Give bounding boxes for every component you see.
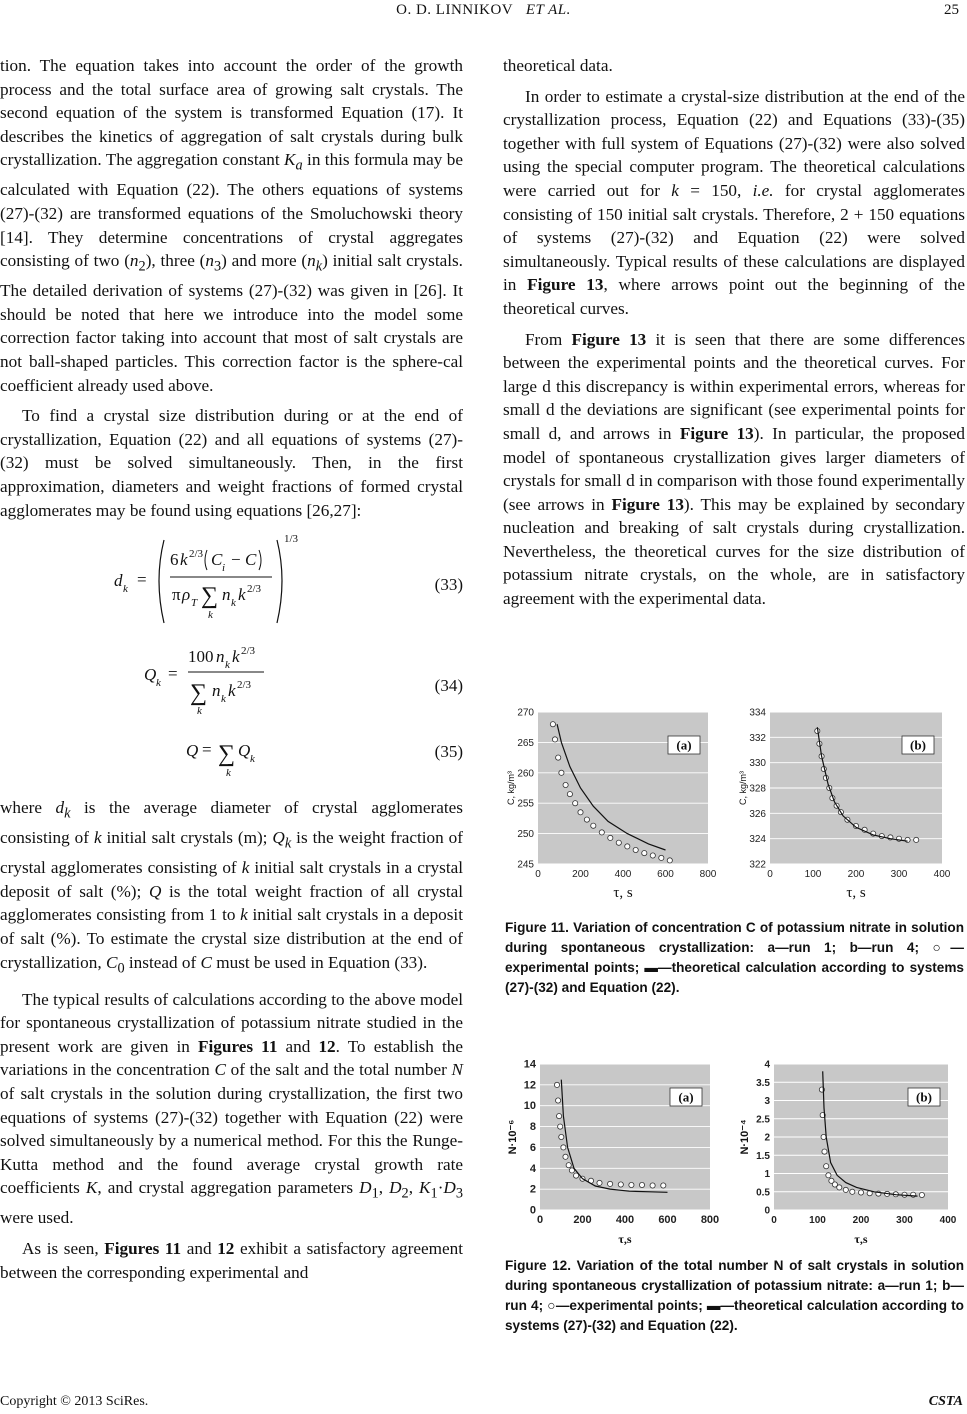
y-tick-label: 260 <box>517 768 534 780</box>
data-point <box>919 1192 924 1197</box>
equation-33-formula <box>114 528 314 638</box>
data-point <box>559 1134 564 1139</box>
plot-area-2 <box>540 1064 710 1210</box>
y-tick-label: 3 <box>764 1096 770 1107</box>
x-axis-label: τ,s <box>854 1232 868 1246</box>
y-tick-label: 330 <box>749 758 766 770</box>
running-header <box>0 2 967 24</box>
svg-text:1/3: 1/3 <box>284 533 299 546</box>
equation-35 <box>186 734 286 790</box>
x-axis-label: τ, s <box>613 885 633 901</box>
y-tick-label: 0.5 <box>756 1187 770 1199</box>
data-point <box>629 1182 634 1187</box>
svg-text:=: = <box>137 570 147 590</box>
data-point <box>642 851 647 856</box>
x-tick-label: 100 <box>809 1215 826 1226</box>
svg-text:2/3: 2/3 <box>247 583 262 596</box>
y-tick-label: 4 <box>529 1162 536 1175</box>
data-point <box>578 810 583 815</box>
y-tick-label: 0 <box>764 1205 770 1217</box>
svg-text:π: π <box>172 585 181 605</box>
header-authors: O. D. LINNIKOV ET AL. <box>396 2 571 18</box>
y-tick-label: 324 <box>749 834 766 846</box>
left-column <box>0 54 463 1284</box>
y-tick-label: 255 <box>517 798 534 810</box>
x-tick-label: 0 <box>767 869 773 880</box>
paragraph-aggregation: tion. The equation takes into account the order of the growth process and the total surface area of growing salt crystals. The second equation of the system is transformed Equation (17). It describes the kinetics of aggregation of salt crystals during bulk crystallization. The aggregation constant $K_a$ in this formula may be calculated with Equation (22). The others equations of systems (27)-(32) are transformed equations of the Smoluchowski theory [14]. They determine concentrations of crystal aggregates consisting of two $(n_2)$, three $(n_3)$ and more $(n_k)$ initial salt crystals. The detailed derivation of systems (27)-(32) was given in [26]. It should be noted that here we introduce into the model some correction factor taking into account that most of salt crystals are not ball-shaped particles. This correction factor is the sphere-cal coefficient already used above. <box>0 56 463 395</box>
figure-12 <box>508 1058 960 1250</box>
equation-33-number: (33) <box>434 575 463 595</box>
svg-text:k: k <box>123 583 128 596</box>
page-number: 25 <box>944 2 959 18</box>
svg-text:k: k <box>250 753 255 766</box>
x-tick-label: 200 <box>573 1214 592 1226</box>
data-point <box>843 1187 848 1192</box>
data-point <box>567 792 572 797</box>
data-point <box>554 1082 559 1087</box>
panel-label: (a) <box>678 1089 694 1105</box>
figure-12-charts <box>508 1058 960 1250</box>
svg-text:∑: ∑ <box>190 680 208 707</box>
y-tick-label: 2 <box>529 1183 536 1196</box>
y-tick-label: 328 <box>749 783 766 795</box>
data-point <box>850 1189 855 1194</box>
equation-35-formula <box>186 734 286 790</box>
svg-text:k: k <box>225 659 230 672</box>
data-point <box>905 837 910 842</box>
svg-text:k: k <box>180 550 188 570</box>
chart-2 <box>507 1059 719 1247</box>
data-point <box>639 1182 644 1187</box>
svg-text:k: k <box>221 693 226 706</box>
y-tick-label: 250 <box>517 829 534 841</box>
y-tick-label: 245 <box>517 859 534 871</box>
x-tick-label: 200 <box>572 869 589 880</box>
paragraph-as-is-seen: As is seen, Figures 11 and 12 exhibit a satisfactory agreement between the corresponding experimental and <box>0 1239 463 1282</box>
data-point <box>573 801 578 806</box>
data-point <box>584 817 589 822</box>
svg-text:∑: ∑ <box>201 583 219 610</box>
data-point <box>650 1183 655 1188</box>
x-tick-label: 200 <box>847 869 865 880</box>
page-footer <box>0 1394 967 1412</box>
svg-text:−: − <box>231 550 241 570</box>
x-tick-label: 0 <box>535 869 541 880</box>
copyright: Copyright © 2013 SciRes. <box>0 1394 149 1409</box>
figure-12-caption: Figure 12. Variation of the total number N of salt crystals in solution during spontaneous crystallization of potassium nitrate: a—run 1; b—run 4; ○—experimental points; ▬—theoretical calculation according to systems (27)-(32) and Equation (22). <box>505 1258 964 1333</box>
svg-text:Q: Q <box>144 665 157 685</box>
data-point <box>616 840 621 845</box>
data-point <box>557 1114 562 1119</box>
data-point <box>822 1149 827 1154</box>
svg-text:n: n <box>216 647 225 667</box>
data-point <box>824 1164 829 1169</box>
data-point <box>597 1180 602 1185</box>
svg-text:k: k <box>231 597 236 610</box>
data-point <box>821 1134 826 1139</box>
svg-text:C: C <box>245 550 257 570</box>
x-tick-label: 300 <box>890 869 908 880</box>
y-tick-label: 1.5 <box>756 1150 770 1162</box>
y-tick-label: 270 <box>517 707 534 719</box>
svg-text:100: 100 <box>188 647 214 667</box>
paragraph-from-figure: From Figure 13 it is seen that there are some differences between the experimental points and the theoretical curves. For large d this discrepancy is within experimental errors, whereas for small d the deviations are significant (see experimental points for small d, and arrows in Figure 13). In particular, the proposed model of spontaneous crystallization gives larger diameters of crystals for small d in comparison with those found experimentally (see arrows in Figure 13). This may be explained by secondary nucleation and breaking of salt crystals during crystallization. Nevertheless, the theoretical curves for the size distribution of potassium nitrate crystals, on the whole, are in satisfactory agreement with the experimental data. <box>503 329 966 609</box>
panel-label: (b) <box>910 737 926 753</box>
svg-text:k: k <box>226 767 231 780</box>
equation-33 <box>114 528 314 638</box>
x-tick-label: 400 <box>933 869 951 880</box>
svg-text:=: = <box>202 740 212 760</box>
data-point <box>837 1185 842 1190</box>
data-point <box>561 1145 566 1150</box>
svg-text:d: d <box>114 571 123 591</box>
data-point <box>650 853 655 858</box>
svg-text:2/3: 2/3 <box>237 679 252 692</box>
y-axis-label: C, kg/m³ <box>506 770 516 806</box>
svg-text:2/3: 2/3 <box>189 548 204 561</box>
panel-label: (b) <box>916 1089 932 1105</box>
y-axis-label: N·10⁻⁶ <box>507 1119 519 1155</box>
data-point <box>559 770 564 775</box>
x-tick-label: 400 <box>939 1215 957 1226</box>
equation-35-number: (35) <box>434 742 463 762</box>
right-column <box>503 54 965 611</box>
y-tick-label: 332 <box>749 732 766 744</box>
paragraph-where: where $d_k$ is the average diameter of crystal agglomerates consisting of k initial salt crystals (m); $Q_k$ is the weight fraction of crystal agglomerates consisting of k initial salt crystals in a crystal deposit of salt (%); Q is the total weight fraction of all crystal agglomerates consisting from 1 to k initial salt crystals in a deposit of salt (%). To estimate the crystal size distribution at the end of crystallization, $C_0$ instead of C must be used in Equation (33). <box>0 798 464 977</box>
paragraph-typical-results: The typical results of calculations according to the above model for spontaneous crystallization of potassium nitrate studied in the present work are given in Figures 11 and 12. To establish the variations in the concentration C of the salt and the total number N of salt crystals in the solution during crystallization, the first two equations of systems (27)-(32) together with Equation (22) were solved simultaneously by a numerical method. For this the Runge-Kutta method and the found average crystal growth rate coefficients K, and crystal aggregation parameters $D_1$, $D_2$, $K_1\cdot D_3$ were used. <box>0 989 464 1228</box>
figure-11-caption: Figure 11. Variation of concentration C of potassium nitrate in solution during spontaneous crystallization: a—run 1; b—run 4; ○—experimental points; ▬—theoretical calculation according to systems (27)-(32) and Equation (22). <box>505 920 964 995</box>
y-tick-label: 334 <box>749 707 766 719</box>
y-tick-label: 2 <box>764 1132 770 1144</box>
svg-text:6: 6 <box>170 550 179 570</box>
data-point <box>667 858 672 863</box>
data-point <box>558 1124 563 1129</box>
svg-text:ρ: ρ <box>182 585 191 605</box>
y-tick-label: 6 <box>529 1141 536 1154</box>
data-point <box>618 1182 623 1187</box>
x-tick-label: 400 <box>614 869 632 880</box>
x-tick-label: 800 <box>699 869 717 880</box>
svg-text:=: = <box>168 664 178 684</box>
data-point <box>563 1154 568 1159</box>
y-tick-label: 12 <box>523 1079 536 1092</box>
data-point <box>552 737 557 742</box>
journal-abbrev: CSTA <box>928 1394 963 1409</box>
data-point <box>591 823 596 828</box>
svg-text:2/3: 2/3 <box>241 645 256 658</box>
data-point <box>563 782 568 787</box>
x-tick-label: 600 <box>657 869 674 880</box>
svg-text:k: k <box>232 647 240 667</box>
y-axis-label: N·10⁻⁴ <box>739 1119 751 1155</box>
y-tick-label: 0 <box>529 1204 536 1217</box>
data-point <box>858 1190 863 1195</box>
svg-text:k: k <box>238 585 246 605</box>
paragraph-size-distribution: To find a crystal size distribution during or at the end of crystallization, Equation (22) and all equations of systems (27)-(32) must be solved simultaneously. Then, in the first approximation, diameters and weight fractions of formed crystal agglomerates may be found using equations [26,27]: <box>0 406 463 520</box>
svg-text:k: k <box>228 681 236 701</box>
x-tick-label: 600 <box>658 1214 677 1226</box>
y-tick-label: 14 <box>523 1058 536 1071</box>
svg-text:k: k <box>208 609 213 622</box>
y-tick-label: 2.5 <box>756 1114 770 1126</box>
equation-34 <box>144 640 304 730</box>
equation-34-formula <box>144 640 304 730</box>
chart-0 <box>506 708 717 902</box>
chart-3 <box>739 1060 957 1247</box>
svg-text:i: i <box>222 562 226 575</box>
x-axis-label: τ, s <box>846 885 866 901</box>
paragraph-theoretical-data: theoretical data. <box>503 56 613 75</box>
y-tick-label: 1 <box>764 1169 770 1180</box>
data-point <box>550 722 555 727</box>
data-point <box>608 835 613 840</box>
data-point <box>566 1163 571 1168</box>
data-point <box>556 1098 561 1103</box>
data-point <box>914 837 919 842</box>
y-tick-label: 265 <box>517 737 534 749</box>
data-point <box>625 844 630 849</box>
svg-text:T: T <box>191 597 198 610</box>
x-tick-label: 100 <box>804 869 822 880</box>
equations-block <box>0 528 463 790</box>
svg-text:n: n <box>212 681 221 701</box>
y-tick-label: 326 <box>749 808 766 820</box>
svg-text:k: k <box>156 677 161 690</box>
figure-11 <box>508 706 960 906</box>
chart-1 <box>738 708 951 902</box>
y-tick-label: 322 <box>749 859 766 871</box>
x-tick-label: 200 <box>852 1215 870 1226</box>
data-point <box>633 847 638 852</box>
y-tick-label: 10 <box>523 1100 536 1113</box>
svg-text:Q: Q <box>186 741 199 761</box>
y-axis-label: C, kg/m³ <box>738 770 748 806</box>
x-tick-label: 300 <box>896 1215 913 1226</box>
panel-label: (a) <box>676 737 692 753</box>
y-tick-label: 8 <box>529 1121 536 1134</box>
svg-text:n: n <box>222 585 231 605</box>
y-tick-label: 3.5 <box>756 1077 770 1089</box>
y-tick-label: 4 <box>764 1059 770 1071</box>
x-tick-label: 800 <box>700 1214 720 1226</box>
plot-area-0 <box>538 712 708 864</box>
data-point <box>599 830 604 835</box>
x-tick-label: 0 <box>771 1215 777 1226</box>
x-tick-label: 0 <box>536 1214 544 1226</box>
svg-text:C: C <box>211 550 223 570</box>
svg-text:k: k <box>197 705 202 718</box>
x-tick-label: 400 <box>615 1214 635 1226</box>
svg-text:∑: ∑ <box>218 741 236 768</box>
data-point <box>608 1181 613 1186</box>
figure-11-charts <box>508 706 960 906</box>
equation-34-number: (34) <box>434 676 463 696</box>
x-axis-label: τ,s <box>618 1232 632 1246</box>
data-point <box>661 1183 666 1188</box>
paragraph-estimate: In order to estimate a crystal-size distribution at the end of the crystallization process, Equation (22) and Equations (33)-(35) together with full system of Equations (27)-(32) were also solved using the special computer program. The theoretical calculations were carried out for k = 150, i.e. for crystal agglomerates consisting of 150 initial salt crystals. Therefore, 2 + 150 equations of systems (27)-(32) and Equation (22) were solved simultaneously. Typical results of these calculations are displayed in Figure 13, where arrows point out the beginning of the theoretical curves. <box>503 86 965 318</box>
data-point <box>556 755 561 760</box>
data-point <box>659 855 664 860</box>
data-point <box>826 1173 831 1178</box>
svg-text:Q: Q <box>238 741 251 761</box>
